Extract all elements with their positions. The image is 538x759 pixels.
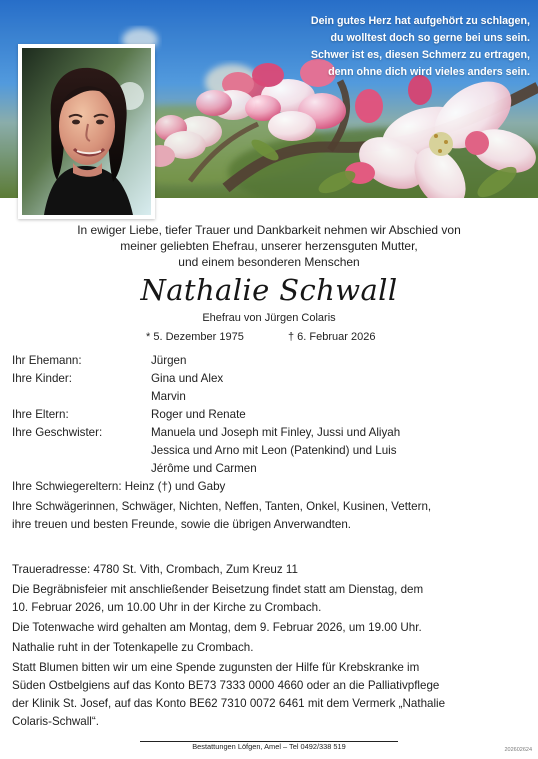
child-line: Gina und Alex <box>151 372 224 385</box>
life-dates <box>146 330 406 346</box>
family-row-parents <box>12 406 530 424</box>
deceased-name: Nathalie Schwall <box>140 273 398 307</box>
birth-date: * 5. Dezember 1975 <box>146 331 244 343</box>
sibling-line: Manuela und Joseph mit Finley, Jussi und Aliyah <box>151 426 401 439</box>
portrait-frame <box>18 44 155 219</box>
sibling-line: Jérôme und Carmen <box>151 462 257 475</box>
verse-line: du wolltest doch so gerne bei uns sein. <box>330 32 530 44</box>
family-label: Ihre Geschwister: <box>12 426 103 439</box>
funeral-line: Die Begräbnisfeier mit anschließender Beisetzung findet statt am Dienstag, dem <box>12 583 424 596</box>
death-date: † 6. Februar 2026 <box>288 331 376 343</box>
relatives-paragraph <box>12 498 530 534</box>
verse-line: denn ohne dich wird vieles anders sein. <box>328 66 530 78</box>
family-row-children <box>12 370 530 406</box>
sibling-line: Jessica und Arno mit Leon (Patenkind) und Luis <box>151 444 397 457</box>
donation-information <box>12 659 528 731</box>
funeral-information <box>12 581 528 617</box>
intro-line: In ewiger Liebe, tiefer Trauer und Dankbarkeit nehmen wir Abschied von <box>77 223 461 237</box>
wake-information: Die Totenwache wird gehalten am Montag, dem 9. Februar 2026, um 19.00 Uhr. <box>12 621 422 634</box>
family-row-in-laws <box>12 478 530 496</box>
family-names <box>151 370 530 406</box>
family-list <box>12 352 530 534</box>
family-names: Roger und Renate <box>151 408 246 421</box>
print-code: 202602624 <box>504 747 532 753</box>
family-row-spouse <box>12 352 530 370</box>
rest-information: Nathalie ruht in der Totenkapelle zu Crombach. <box>12 641 254 654</box>
relatives-line: ihre treuen und besten Freunde, sowie die übrigen Anverwandten. <box>12 518 352 531</box>
family-names <box>151 424 530 478</box>
family-names: Heinz (†) und Gaby <box>124 480 226 493</box>
family-label: Ihre Eltern: <box>12 408 69 421</box>
donation-line: der Klinik St. Josef, auf das Konto BE62 7310 0072 6461 mit dem Vermerk „Nathalie <box>12 697 446 710</box>
family-label: Ihr Ehemann: <box>12 354 82 367</box>
child-line: Marvin <box>151 390 186 403</box>
verse-line: Dein gutes Herz hat aufgehört zu schlagen, <box>310 15 530 27</box>
intro-line: meiner geliebten Ehefrau, unserer herzensguten Mutter, <box>120 239 418 253</box>
intro-line: und einem besonderen Menschen <box>178 255 360 269</box>
family-label: Ihre Schwiegereltern: <box>12 480 122 493</box>
woman-portrait-photo <box>22 48 151 215</box>
relatives-line: Ihre Schwägerinnen, Schwäger, Nichten, Neffen, Tanten, Onkel, Kusinen, Vettern, <box>12 500 432 513</box>
memorial-verse <box>210 13 530 81</box>
family-row-siblings <box>12 424 530 478</box>
spouse-subtitle: Ehefrau von Jürgen Colaris <box>202 312 336 324</box>
funeral-home-footer: Bestattungen Löfgen, Amel – Tel 0492/338 519 <box>192 742 346 751</box>
donation-line: Colaris-Schwall“. <box>12 715 99 728</box>
funeral-line: 10. Februar 2026, um 10.00 Uhr in der Kirche zu Crombach. <box>12 601 322 614</box>
family-label: Ihre Kinder: <box>12 372 72 385</box>
family-names: Jürgen <box>151 354 187 367</box>
donation-line: Statt Blumen bitten wir um eine Spende zugunsten der Hilfe für Krebskranke im <box>12 661 420 674</box>
funeral-notes <box>12 561 528 731</box>
announcement-intro <box>20 222 518 270</box>
donation-line: Süden Ostbelgiens auf das Konto BE73 7333 0000 4660 oder an die Palliativpflege <box>12 679 440 692</box>
verse-line: Schwer ist es, diesen Schmerz zu ertragen, <box>310 49 530 61</box>
mourning-address: Traueradresse: 4780 St. Vith, Crombach, Zum Kreuz 11 <box>12 563 298 576</box>
